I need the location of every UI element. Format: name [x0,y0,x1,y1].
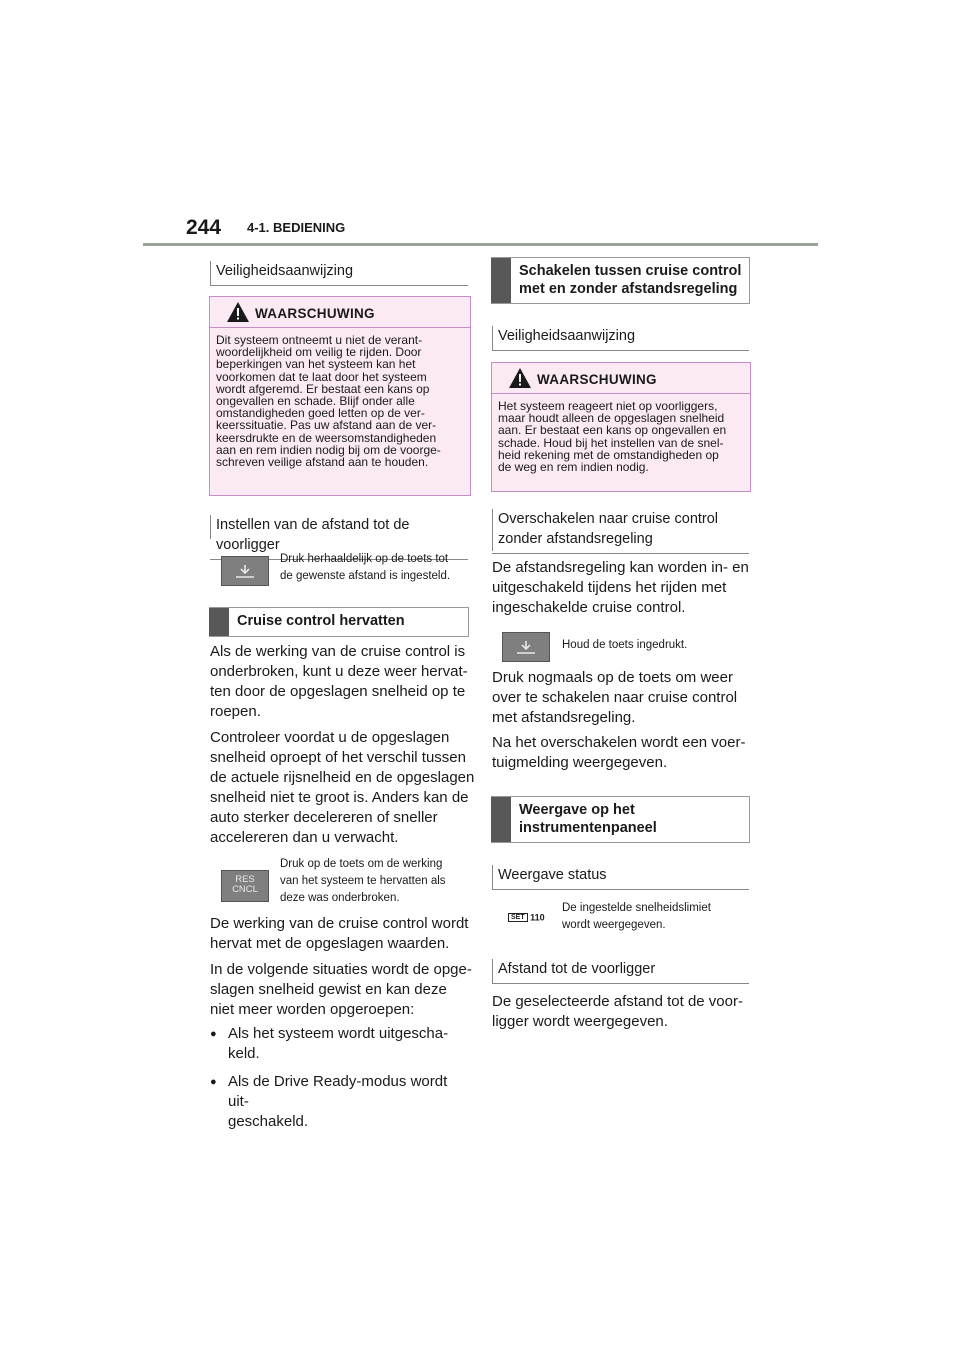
switch-paragraph-1: De afstandsregeling kan worden in- en uitgeschakeld tijdens het rijden met ingeschakelde cruise control. [492,559,749,616]
page-number: 244 [186,216,222,239]
distance-button-image [221,556,269,586]
resume-paragraph-3: De werking van de cruise control wordt hervat met de opgeslagen waarden. [210,915,469,952]
switch-paragraph-2: Druk nogmaals op de toets om weer over te schakelen naar cruise control met afstandsregeling. [492,669,738,726]
header-rule [143,243,818,246]
resume-paragraph-4: In de volgende situaties wordt de opge- slagen snelheid gewist en kan deze niet meer worden opgeroepen: [210,961,472,1018]
distance-icon [222,557,268,585]
resume-paragraph-2: Controleer voordat u de opgeslagen snelheid oproept of het verschil tussen de actuele rijsnelheid en de opgeslagen snelheid niet te groot is. Anders kan de auto sterker decelereren of sneller accelereren dan u verwacht. [210,729,475,846]
resume-paragraph-1: Als de werking van de cruise control is onderbroken, kunt u deze weer hervat- ten door de opgeslagen snelheid op te roepen. [210,643,468,720]
distance-icon [503,633,549,661]
bullet-item: ● Als de Drive Ready-modus wordt uit- geschakeld. [210,1073,448,1130]
set-speed-icon: SET 110 [508,912,545,923]
res-caption: Druk op de toets om de werking van het systeem te hervatten als deze was onderbroken. [280,858,446,904]
switch-heading: Schakelen tussen cruise control met en zonder afstandsregeling [491,257,750,304]
warning-box-right [491,362,751,492]
safety-label-left: Veiligheidsaanwijzing [210,261,468,286]
hold-caption: Houd de toets ingedrukt. [562,639,688,651]
switch-paragraph-3: Na het overschakelen wordt een voer- tuigmelding weergegeven. [492,734,746,771]
distance-caption: Druk herhaaldelijk op de toets tot de gewenste afstand is ingesteld. [280,553,451,582]
warning-triangle-icon [508,367,532,389]
distance-heading: Instellen van de afstand tot de voorligger [210,515,468,560]
distance-label: Afstand tot de voorligger [492,959,749,984]
warning-title: WAARSCHUWING [537,372,657,387]
status-label: Weergave status [492,865,749,890]
status-caption: De ingestelde snelheidslimiet wordt weergegeven. [562,902,711,931]
resume-heading: Cruise control hervatten [209,607,469,637]
distance-button-image [502,632,550,662]
switch-subheading: Overschakelen naar cruise control zonder afstandsregeling [492,509,749,554]
distance-paragraph: De geselecteerde afstand tot de voor- ligger wordt weergegeven. [492,993,743,1030]
warning-text: Dit systeem ontneemt u niet de verant- woordelijkheid om veilig te rijden. Door beperkingen van het systeem kan het voorkomen dat te laat door het systeem wordt afgeremd. Er bestaat een kans op ongevallen en schade. Blijf onder alle omstandigheden goed letten op de ver- keerssituatie. Pas uw afstand aan de ver- keersdrukte en de weersomstandigheden aan en rem indien nodig bij om de voorge- schreven veilige afstand aan te houden. [216,333,441,470]
safety-label-right: Veiligheidsaanwijzing [492,326,749,351]
warning-triangle-icon [226,301,250,323]
display-heading: Weergave op het instrumentenpaneel [491,796,750,843]
warning-text: Het systeem reageert niet op voorliggers, maar houdt alleen de opgeslagen snelheid aan. Er bestaat een kans op ongevallen en schade. Houd bij het instellen van de snel- heid rekening met de omstandigheden op de weg en rem indien nodig. [498,399,727,475]
warning-title: WAARSCHUWING [255,306,375,321]
bullet-item: ● Als het systeem wordt uitgescha- keld. [210,1025,449,1062]
res-cncl-button-image: RES CNCL [221,870,269,902]
warning-box-left [209,296,471,496]
section-title: 4-1. BEDIENING [247,220,346,235]
